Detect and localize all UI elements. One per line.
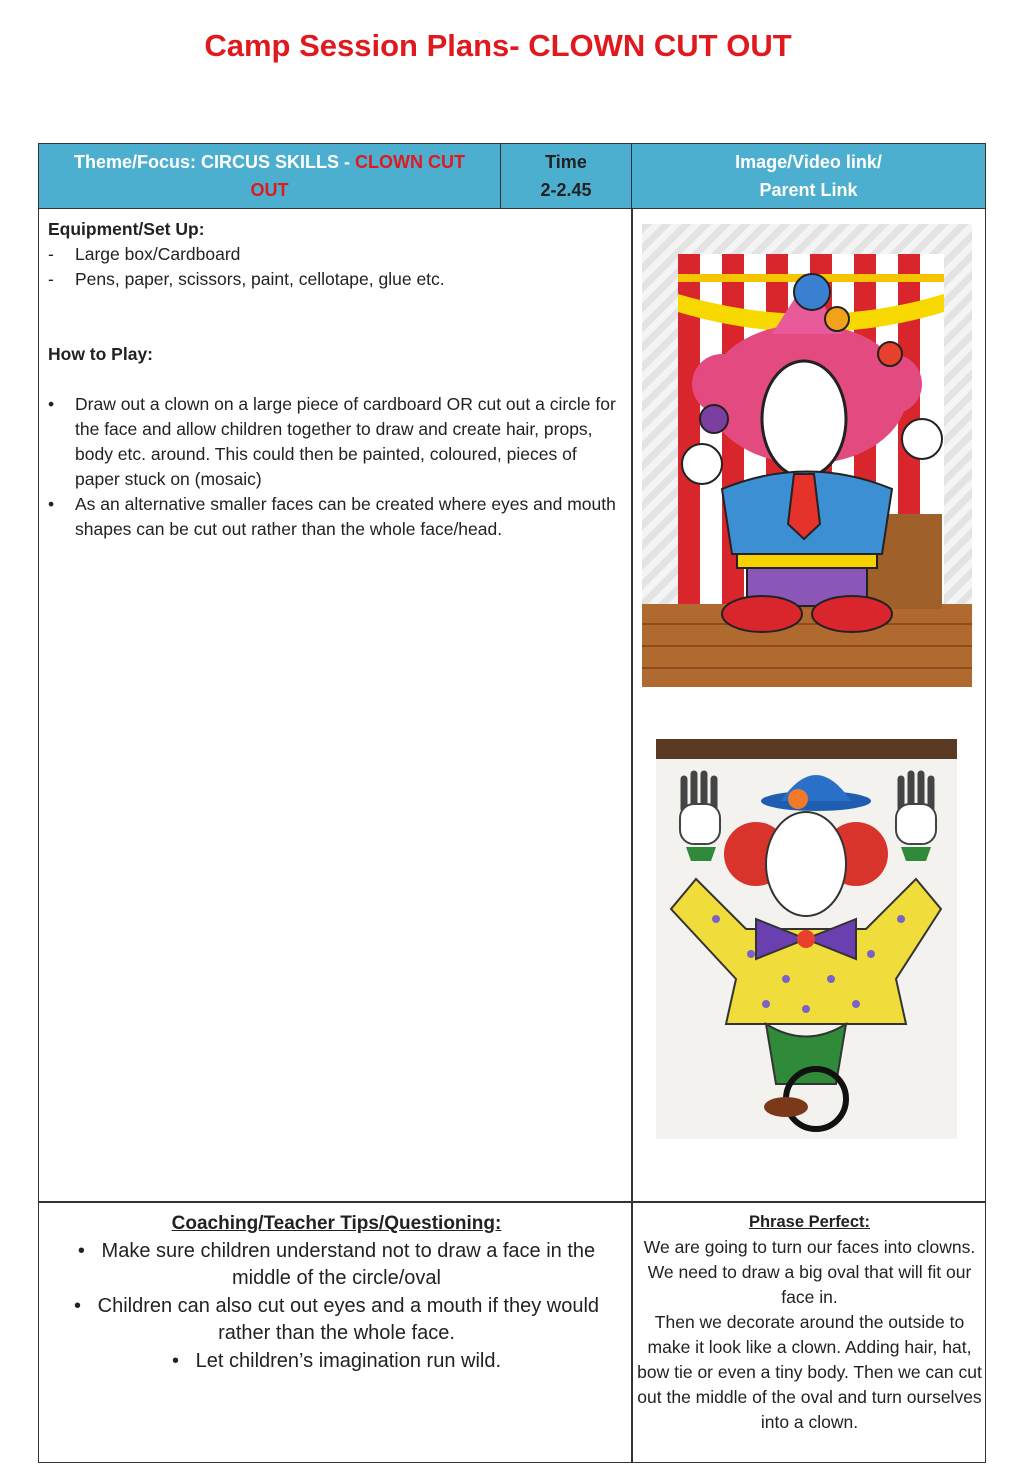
image-link-label: Image/Video link/ <box>735 152 882 172</box>
equipment-item: - Large box/Cardboard <box>48 242 623 267</box>
theme-label: Theme/Focus: CIRCUS SKILLS - <box>73 152 356 172</box>
parent-link-label: Parent Link <box>759 180 858 200</box>
time-value: 2-2.45 <box>540 180 592 200</box>
clown-cutout-illustration <box>642 224 972 687</box>
clown-unicycle-painting <box>656 739 957 1139</box>
equipment-heading: Equipment/Set Up: <box>48 219 205 239</box>
clown-unicycle-painting-graphic <box>656 739 957 1139</box>
coaching-item: • Let children’s imagination run wild. <box>171 1349 502 1372</box>
how-to-play-item: • As an alternative smaller faces can be created where eyes and mouth shapes can be cut out rather than the whole face/head. <box>48 492 623 542</box>
column-divider <box>631 209 633 1462</box>
phrase-line: Then we decorate around the outside to make it look like a clown. Adding hair, hat, bow tie or even a tiny body. Then we can cut out the middle of the oval and turn ourselves into a clown. <box>637 1312 982 1432</box>
theme-highlight-2: OUT <box>250 180 289 200</box>
instructions-cell <box>48 217 623 542</box>
bullet-marker: • <box>48 394 55 414</box>
phrase-heading: Phrase Perfect: <box>748 1213 871 1231</box>
session-plan-table <box>38 143 986 1463</box>
time-label: Time <box>545 152 587 172</box>
coaching-item: • Make sure children understand not to draw a face in the middle of the circle/oval <box>77 1239 596 1289</box>
image-link-header-cell <box>632 144 985 209</box>
how-to-play-heading: How to Play: <box>48 344 154 364</box>
coaching-heading: Coaching/Teacher Tips/Questioning: <box>171 1213 502 1234</box>
phrase-perfect-cell <box>637 1210 982 1435</box>
equipment-item: - Pens, paper, scissors, paint, cellotape, glue etc. <box>48 267 623 292</box>
how-to-play-item: • Draw out a clown on a large piece of cardboard OR cut out a circle for the face and allow children together to draw and create hair, props, body etc. around. This could then be painted, coloured, pieces of paper stuck on (mosaic) <box>48 392 623 492</box>
coaching-item: • Children can also cut out eyes and a mouth if they would rather than the whole face. <box>73 1294 600 1344</box>
coaching-tips-cell <box>49 1210 624 1375</box>
clown-cutout-illustration-graphic <box>642 224 972 687</box>
dash-marker: - <box>48 269 54 289</box>
dash-marker: - <box>48 244 54 264</box>
phrase-line: We need to draw a big oval that will fit our face in. <box>647 1262 972 1307</box>
phrase-line: We are going to turn our faces into clowns. <box>643 1237 976 1257</box>
theme-highlight: CLOWN CUT <box>355 152 465 172</box>
page-title: Camp Session Plans- CLOWN CUT OUT <box>204 28 792 63</box>
theme-header-cell <box>39 144 501 209</box>
time-header-cell <box>501 144 632 209</box>
bullet-marker: • <box>48 494 55 514</box>
row-divider <box>39 1201 985 1203</box>
